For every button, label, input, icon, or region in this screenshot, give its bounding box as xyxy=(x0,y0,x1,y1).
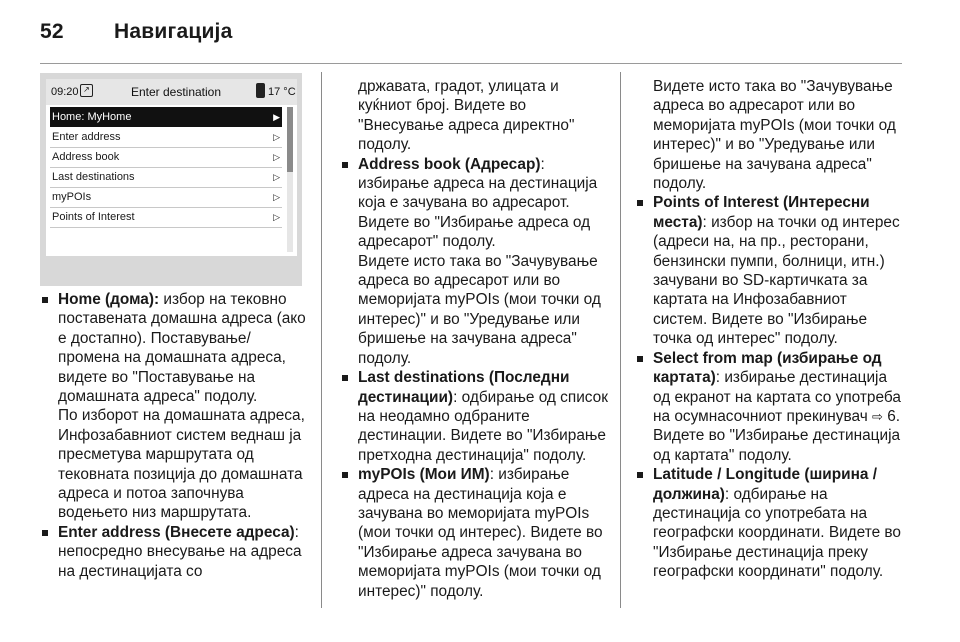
continued-text: Видете исто така во "Зачувување адреса во адресарот или во меморијата myPOIs (мои точки од интерес)" и во "Уредување или бришење на зачувана адреса" подолу. xyxy=(653,78,896,193)
bullet-icon xyxy=(342,375,348,381)
bullet-icon xyxy=(637,356,643,362)
home-paragraph: По изборот на домашната адреса, Инфозабавниот систем веднаш ја пресметува маршрутата од тековната позиција до домашната адреса и потоа започнува водењето низ маршрутата. xyxy=(58,407,305,522)
column-divider-2 xyxy=(620,72,621,608)
screen-status-bar xyxy=(46,79,297,105)
reference-arrow-icon: ⇨ xyxy=(872,408,883,424)
bullet-icon xyxy=(342,472,348,478)
navigation-icon: ↗ xyxy=(80,84,93,97)
chevron-right-icon: ▷ xyxy=(273,132,280,142)
continued-text: државата, градот, улицата и куќниот број. Видете во "Внесување адреса директно" подолу. xyxy=(358,78,575,154)
screen-menu xyxy=(46,105,297,256)
bullet-latitude-longitude: Latitude / Longitude (ширина / должина): одбирање на дестинација со употребата на географски координати. Видете во "Избирање дестинација преку географски координати" подолу. xyxy=(635,465,905,581)
column-divider-1 xyxy=(321,72,322,608)
chevron-right-icon: ▷ xyxy=(273,172,280,182)
screen-scrollbar xyxy=(287,107,293,252)
menu-item-mypois: myPOIs ▷ xyxy=(50,187,282,208)
menu-item-enter-address: Enter address ▷ xyxy=(50,127,282,148)
address-book-paragraph: Видете исто така во "Зачувување адреса во адресарот или во меморијата myPOIs (мои точки од интерес)" и во "Уредување или бришење на зачувана адреса" подолу. xyxy=(358,252,601,367)
page-number: 52 xyxy=(40,20,64,43)
bullet-enter-address: Enter address (Внесете адреса): непосредно внесување на адреса на дестинацијата со xyxy=(40,523,310,581)
bullet-last-destinations: Last destinations (Последни дестинации): одбирање од список на неодамно одбраните дестинации. Видете во "Избирање претходна дестинација" подолу. xyxy=(340,368,610,465)
menu-item-points-of-interest: Points of Interest ▷ xyxy=(50,207,282,228)
menu-item-last-destinations: Last destinations ▷ xyxy=(50,167,282,188)
text-column-2 xyxy=(340,77,610,601)
page-title: Навигација xyxy=(114,20,233,43)
screen-title: Enter destination xyxy=(130,85,222,99)
chevron-right-icon: ▷ xyxy=(273,192,280,202)
bullet-address-book: Address book (Адресар): избирање адреса на дестинација која е зачувана во адресарот. Видете во "Избирање адреса од адресарот" подолу. xyxy=(340,155,610,252)
bullet-icon xyxy=(637,200,643,206)
text-column-3 xyxy=(635,77,905,582)
page-header xyxy=(40,20,232,44)
screen-temperature: 17 °C xyxy=(268,86,296,98)
phone-icon xyxy=(256,83,265,98)
bullet-icon xyxy=(637,472,643,478)
bullet-points-of-interest: Points of Interest (Интересни места): избор на точки од интерес (адреси на, на пр., ресторани, бензински пумпи, болници, итн.) зачувани во SD-картичката за картата на Инфозабавниот систем. Видете во "Избирање точка од интерес" подолу. xyxy=(635,193,905,348)
screen-time: 09:20 xyxy=(51,86,79,98)
menu-item-address-book: Address book ▷ xyxy=(50,147,282,168)
chevron-right-icon: ▷ xyxy=(273,212,280,222)
bullet-icon xyxy=(42,530,48,536)
bullet-home: Home (дома): избор на тековно поставената домашна адреса (ако е достапно). Поставување/промена на домашната адреса, видете во "Поставување на домашната адреса" подолу. xyxy=(40,290,310,406)
text-column-1 xyxy=(40,290,310,581)
bullet-icon xyxy=(342,162,348,168)
chevron-right-icon: ▶ xyxy=(273,112,280,122)
bullet-icon xyxy=(42,297,48,303)
infotainment-screen-image xyxy=(40,73,302,286)
menu-item-home: Home: MyHome ▶ xyxy=(50,107,282,127)
bullet-select-from-map: Select from map (избирање од картата): избирање дестинација од екранот на картата со употреба на осумнасочниот прекинувач ⇨ 6. Видете во "Избирање дестинација од картата" подолу. xyxy=(635,349,905,465)
header-divider xyxy=(40,63,902,64)
bullet-mypois: myPOIs (Мои ИМ): избирање адреса на дестинација која е зачувана во меморијата myPOIs (мои точки од интерес). Видете во "Избирање адреса зачувана во меморијата myPOIs (мои точки од интерес)" подолу. xyxy=(340,465,610,601)
chevron-right-icon: ▷ xyxy=(273,152,280,162)
